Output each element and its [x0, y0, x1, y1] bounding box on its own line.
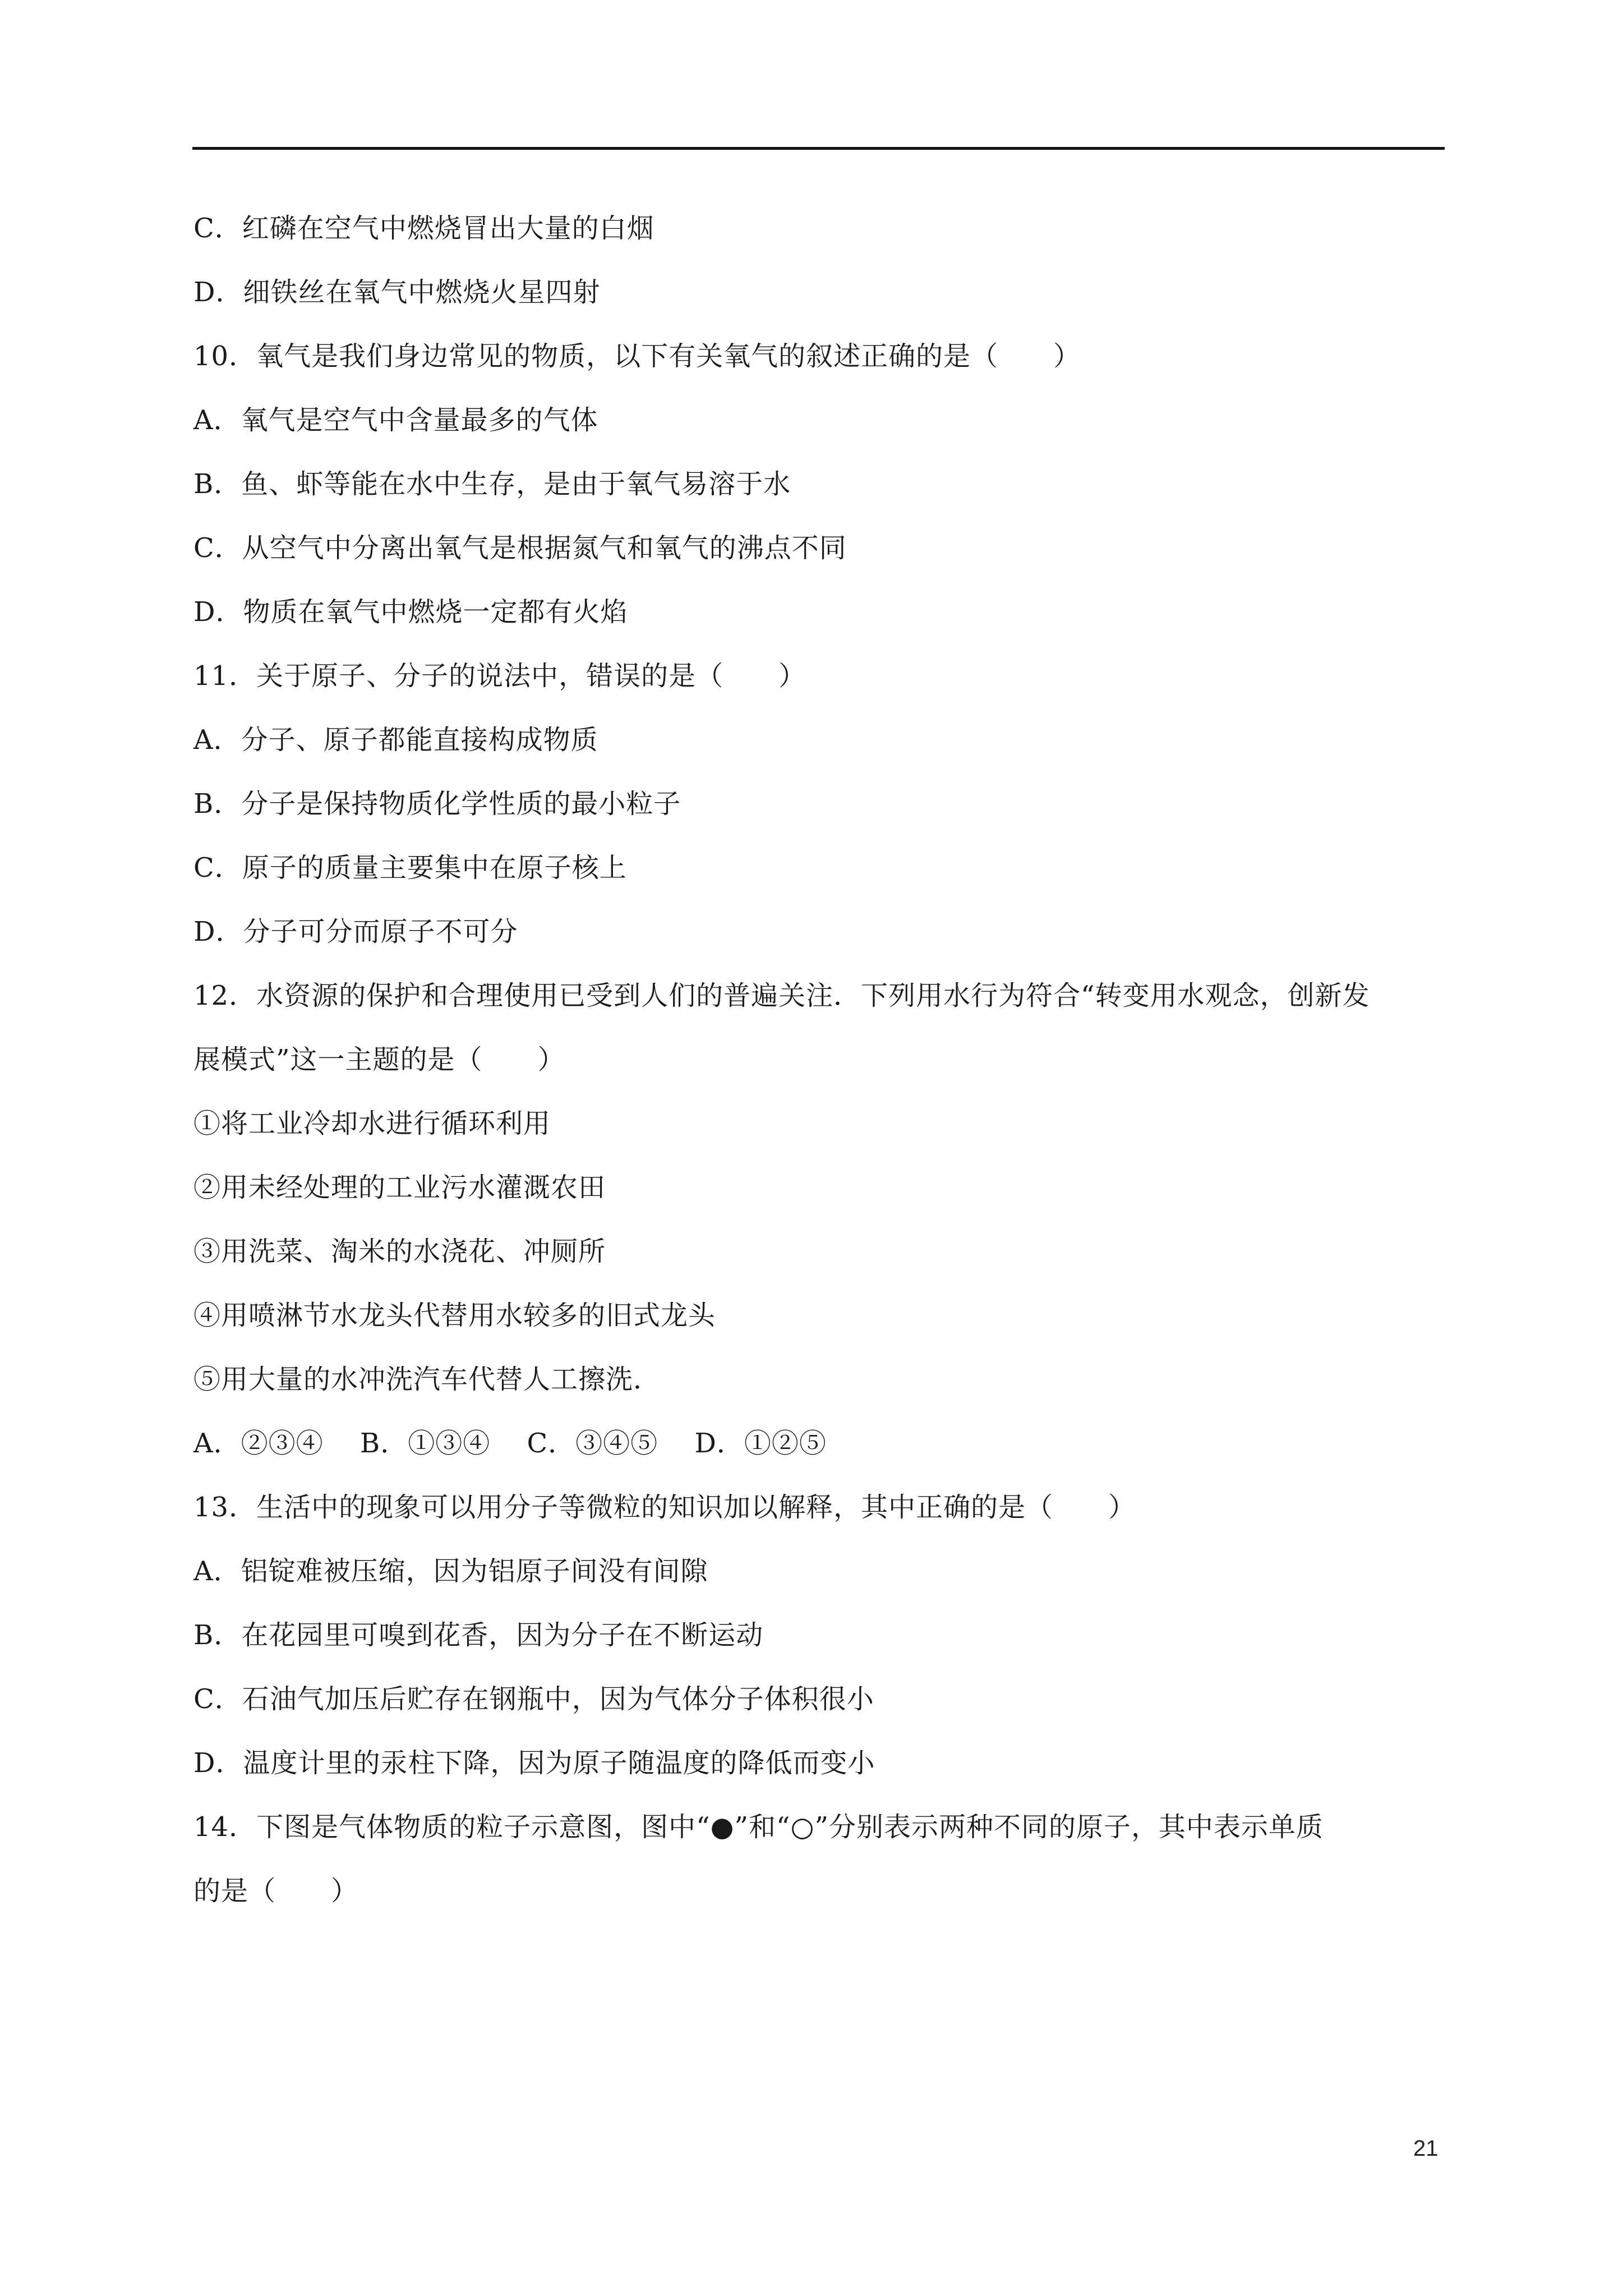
page-number: 21	[1413, 2136, 1438, 2161]
option-11b: B．分子是保持物质化学性质的最小粒子	[193, 788, 681, 820]
question-12-line-2: 展模式”这一主题的是（ ）	[193, 1044, 565, 1075]
question-14-line-2: 的是（ ）	[193, 1875, 359, 1907]
statement-12-5: ⑤用大量的水冲洗汽车代替人工擦洗．	[193, 1364, 661, 1395]
option-13b: B．在花园里可嗅到花香，因为分子在不断运动	[193, 1619, 764, 1651]
option-13d: D．温度计里的汞柱下降，因为原子随温度的降低而变小	[193, 1747, 875, 1779]
option-11a: A．分子、原子都能直接构成物质	[193, 724, 598, 756]
question-13: 13．生活中的现象可以用分子等微粒的知识加以解释，其中正确的是（ ）	[193, 1492, 1136, 1523]
option-10b: B．鱼、虾等能在水中生存，是由于氧气易溶于水	[193, 468, 791, 500]
question-12-line-1: 12．水资源的保护和合理使用已受到人们的普遍关注．下列用水行为符合“转变用水观念，创新发	[193, 980, 1370, 1011]
document-body	[193, 196, 1450, 1923]
statement-12-2: ②用未经处理的工业污水灌溉农田	[193, 1172, 606, 1203]
option-10c: C．从空气中分离出氧气是根据氮气和氧气的沸点不同	[193, 532, 847, 564]
statement-12-4: ④用喷淋节水龙头代替用水较多的旧式龙头	[193, 1300, 716, 1331]
question-14-line-1: 14．下图是气体物质的粒子示意图，图中“●”和“○”分别表示两种不同的原子，其中表示单质	[193, 1811, 1324, 1843]
header-rule	[192, 147, 1445, 150]
options-12: A．②③④ B．①③④ C．③④⑤ D．①②⑤	[193, 1428, 827, 1459]
statement-12-1: ①将工业冷却水进行循环利用	[193, 1108, 551, 1139]
option-13a: A．铝锭难被压缩，因为铝原子间没有间隙	[193, 1556, 708, 1587]
option-9c: C．红磷在空气中燃烧冒出大量的白烟	[193, 213, 654, 244]
question-10: 10．氧气是我们身边常见的物质，以下有关氧气的叙述正确的是（ ）	[193, 341, 1081, 372]
option-11c: C．原子的质量主要集中在原子核上	[193, 852, 627, 884]
statement-12-3: ③用洗菜、淘米的水浇花、冲厕所	[193, 1236, 606, 1267]
question-11: 11．关于原子、分子的说法中，错误的是（ ）	[193, 660, 806, 692]
option-10d: D．物质在氧气中燃烧一定都有火焰	[193, 596, 628, 628]
option-11d: D．分子可分而原子不可分	[193, 916, 518, 947]
option-13c: C．石油气加压后贮存在钢瓶中，因为气体分子体积很小	[193, 1683, 874, 1715]
option-10a: A．氧气是空气中含量最多的气体	[193, 404, 598, 436]
option-9d: D．细铁丝在氧气中燃烧火星四射	[193, 277, 601, 308]
